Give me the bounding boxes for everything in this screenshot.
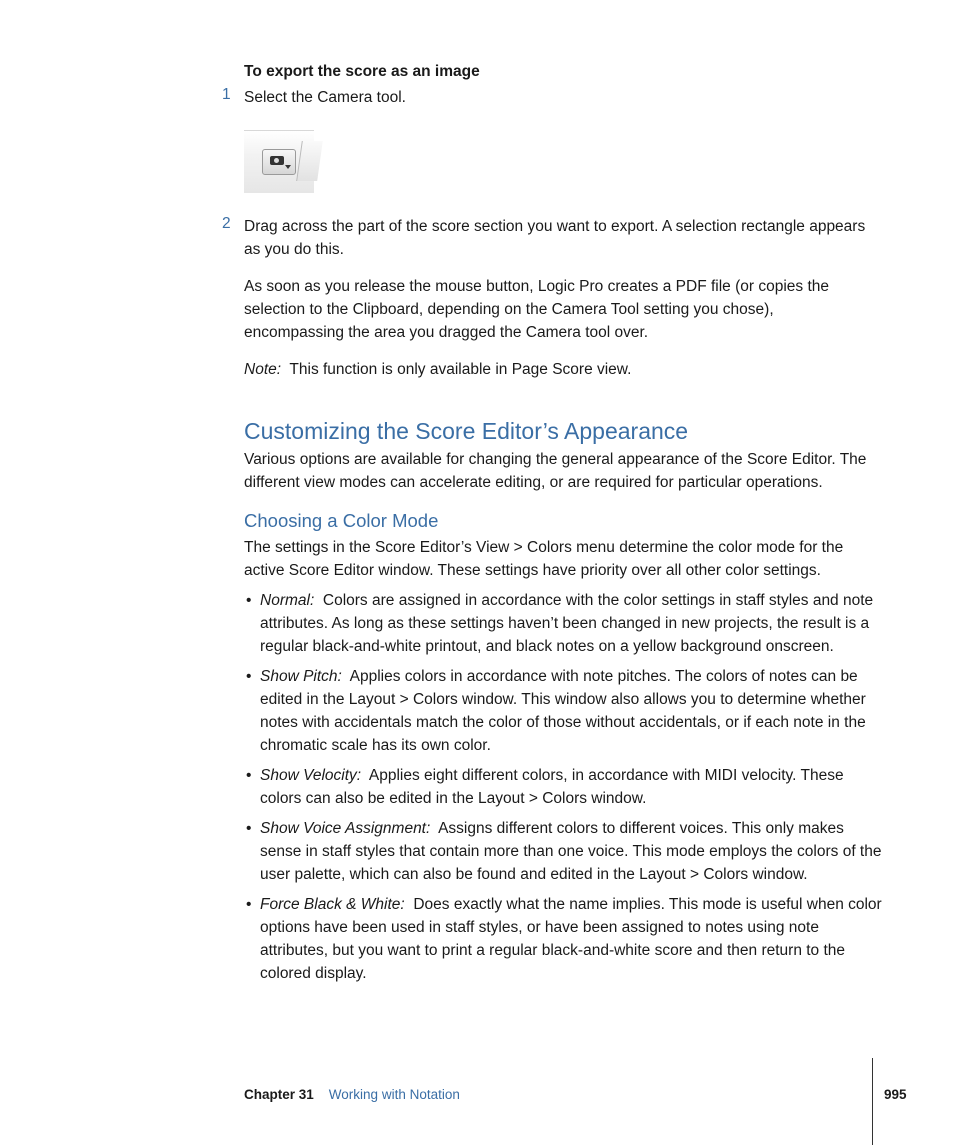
note-text: This function is only available in Page Score view.	[289, 361, 632, 378]
note-label: Note:	[244, 361, 282, 378]
footer-chapter: Chapter 31	[244, 1087, 314, 1102]
step-number: 2	[222, 215, 231, 232]
list-item: • Show Pitch: Applies colors in accordance with note pitches. The colors of notes can be edited in the Layout > Colors window. This window also allows you to determine whether notes with accidentals match the color of those without accidentals, or if each note in the chromatic scale has its own color.	[246, 668, 866, 754]
list-item: • Show Voice Assignment: Assigns different colors to different voices. This only makes sense in staff styles that contain more than one voice. This mode employs the colors of the user palette, which can also be found and edited in the Layout > Colors window.	[246, 820, 882, 883]
bullet-term: Show Pitch:	[260, 668, 342, 685]
page-number: 995	[884, 1087, 907, 1102]
subsection-title: Choosing a Color Mode	[244, 510, 439, 531]
camera-tool-screenshot	[244, 130, 314, 193]
bullet-term: Show Velocity:	[260, 767, 362, 784]
bullet-text: Applies colors in accordance with note pitches. The colors of notes can be edited in the Layout > Colors window. This window also allows you to determine whether notes with accidentals match the color of those without accidentals, or if each note in the chromatic scale has its own color.	[260, 668, 866, 754]
follow-up-paragraph: As soon as you release the mouse button, Logic Pro creates a PDF file (or copies the selection to the Clipboard, depending on the Camera Tool setting you chose), encompassing the area you dragged the Camera tool over.	[244, 278, 830, 341]
step-text: Select the Camera tool.	[244, 89, 406, 106]
dropdown-arrow-icon	[285, 165, 291, 169]
list-item: • Normal: Colors are assigned in accordance with the color settings in staff styles and note attributes. As long as these settings haven’t been changed in new projects, the result is a regular black-and-white printout, and black notes on a yellow background onscreen.	[246, 592, 874, 655]
adjacent-tool	[296, 141, 323, 181]
footer-divider	[872, 1058, 873, 1145]
footer-section-link[interactable]: Working with Notation	[328, 1087, 460, 1102]
bullet-text: Colors are assigned in accordance with the color settings in staff styles and note attributes. As long as these settings haven’t been changed in new projects, the result is a regular black-and-white printout, and black notes on a yellow background onscreen.	[260, 592, 874, 655]
step-number: 1	[222, 86, 231, 103]
note	[244, 358, 631, 381]
list-item: • Show Velocity: Applies eight different colors, in accordance with MIDI velocity. These colors can also be edited in the Layout > Colors window.	[246, 767, 844, 807]
step-text: Drag across the part of the score section you want to export. A selection rectangle appears as you do this.	[244, 218, 866, 258]
section-title: Customizing the Score Editor’s Appearance	[244, 418, 689, 444]
bullet-text: Applies eight different colors, in accordance with MIDI velocity. These colors can also be edited in the Layout > Colors window.	[260, 767, 844, 807]
color-mode-list	[244, 589, 884, 992]
camera-icon	[270, 156, 284, 165]
bullet-term: Normal:	[260, 592, 315, 609]
list-item: • Force Black & White: Does exactly what the name implies. This mode is useful when color options have been used in staff styles, or have been assigned to notes using note attributes, but you want to print a regular black-and-white score and then return to the colored display.	[246, 896, 882, 982]
subsection-intro: The settings in the Score Editor’s View > Colors menu determine the color mode for the active Score Editor window. These settings have priority over all other color settings.	[244, 539, 844, 579]
page-footer	[244, 1087, 460, 1102]
procedure-title: To export the score as an image	[244, 63, 480, 80]
bullet-term: Force Black & White:	[260, 896, 405, 913]
bullet-term: Show Voice Assignment:	[260, 820, 431, 837]
bullet-text: Assigns different colors to different voices. This only makes sense in staff styles that contain more than one voice. This mode employs the colors of the user palette, which can also be found and edited in the Layout > Colors window.	[260, 820, 882, 883]
camera-tool-button	[262, 149, 296, 175]
bullet-text: Does exactly what the name implies. This mode is useful when color options have been used in staff styles, or have been assigned to notes using note attributes, but you want to print a regular black-and-white score and then return to the colored display.	[260, 896, 882, 982]
section-intro: Various options are available for changing the general appearance of the Score Editor. The different view modes can accelerate editing, or are required for particular operations.	[244, 451, 867, 491]
